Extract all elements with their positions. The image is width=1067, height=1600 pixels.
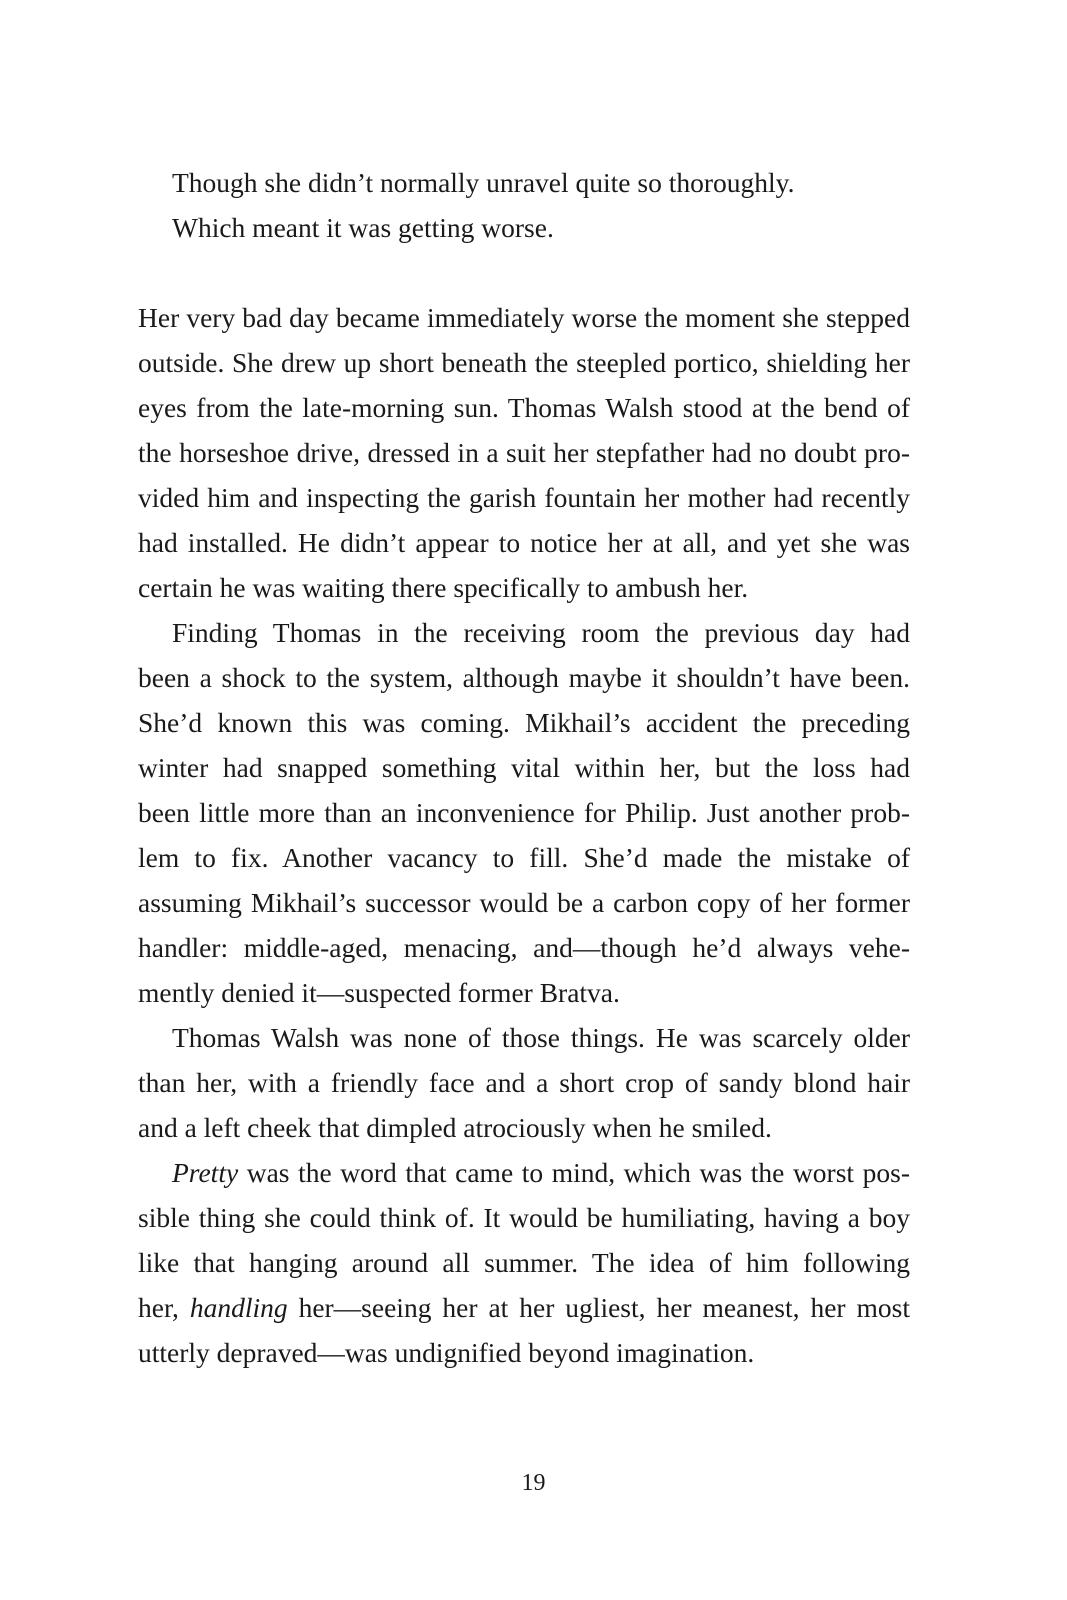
text-line: lem to fix. Another vacancy to fill. She’d made the mistake of (138, 842, 910, 873)
paragraph-4 (138, 1150, 910, 1375)
opening-line-1: Though she didn’t normally unravel quite so thoroughly. (172, 167, 795, 198)
text-line: been little more than an inconvenience for Philip. Just another prob- (138, 797, 910, 828)
text-line (138, 1285, 910, 1330)
text-segment: her—seeing her at her ugliest, her meanest, her most (287, 1292, 910, 1323)
page-number: 19 (521, 1470, 546, 1496)
text-line: sible thing she could think of. It would be humiliating, having a boy (138, 1202, 910, 1233)
text-line: certain he was waiting there specifically to ambush her. (138, 572, 749, 603)
text-line: assuming Mikhail’s successor would be a carbon copy of her former (138, 887, 910, 918)
italic-word-handling: handling (189, 1292, 288, 1323)
text-line: the horseshoe drive, dressed in a suit her stepfather had no doubt pro- (138, 437, 910, 468)
body-text (138, 295, 910, 1375)
text-line: been a shock to the system, although maybe it shouldn’t have been. (138, 662, 910, 693)
text-line: mently denied it—suspected former Bratva. (138, 977, 620, 1008)
text-line (138, 1150, 910, 1195)
text-line: Finding Thomas in the receiving room the previous day had (172, 617, 910, 648)
text-line: outside. She drew up short beneath the steepled portico, shielding her (138, 347, 910, 378)
text-line: and a left cheek that dimpled atrociously when he smiled. (138, 1112, 772, 1143)
text-line: winter had snapped something vital within her, but the loss had (138, 752, 910, 783)
text-line: Her very bad day became immediately worse the moment she stepped (138, 302, 910, 333)
text-line: vided him and inspecting the garish fountain her mother had recently (138, 482, 910, 513)
text-line: had installed. He didn’t appear to notice her at all, and yet she was (138, 527, 910, 558)
text-line: utterly depraved—was undignified beyond imagination. (138, 1337, 755, 1368)
text-line: like that hanging around all summer. The idea of him following (138, 1247, 910, 1278)
paragraph-3 (138, 1015, 910, 1150)
text-segment: was the word that came to mind, which was the worst pos- (238, 1157, 910, 1188)
text-segment: her, (138, 1292, 190, 1323)
text-line: Thomas Walsh was none of those things. He was scarcely older (172, 1022, 910, 1053)
text-line: eyes from the late-morning sun. Thomas Walsh stood at the bend of (138, 392, 910, 423)
text-line: handler: middle-aged, menacing, and—though he’d always vehe- (138, 932, 910, 963)
opening-line-2: Which meant it was getting worse. (172, 212, 554, 243)
italic-word-pretty: Pretty (172, 1157, 239, 1188)
text-line: She’d known this was coming. Mikhail’s accident the preceding (138, 707, 910, 738)
text-line: than her, with a friendly face and a short crop of sandy blond hair (138, 1067, 910, 1098)
paragraph-1 (138, 295, 910, 610)
paragraph-2 (138, 610, 910, 1015)
opening-lines (138, 160, 910, 250)
